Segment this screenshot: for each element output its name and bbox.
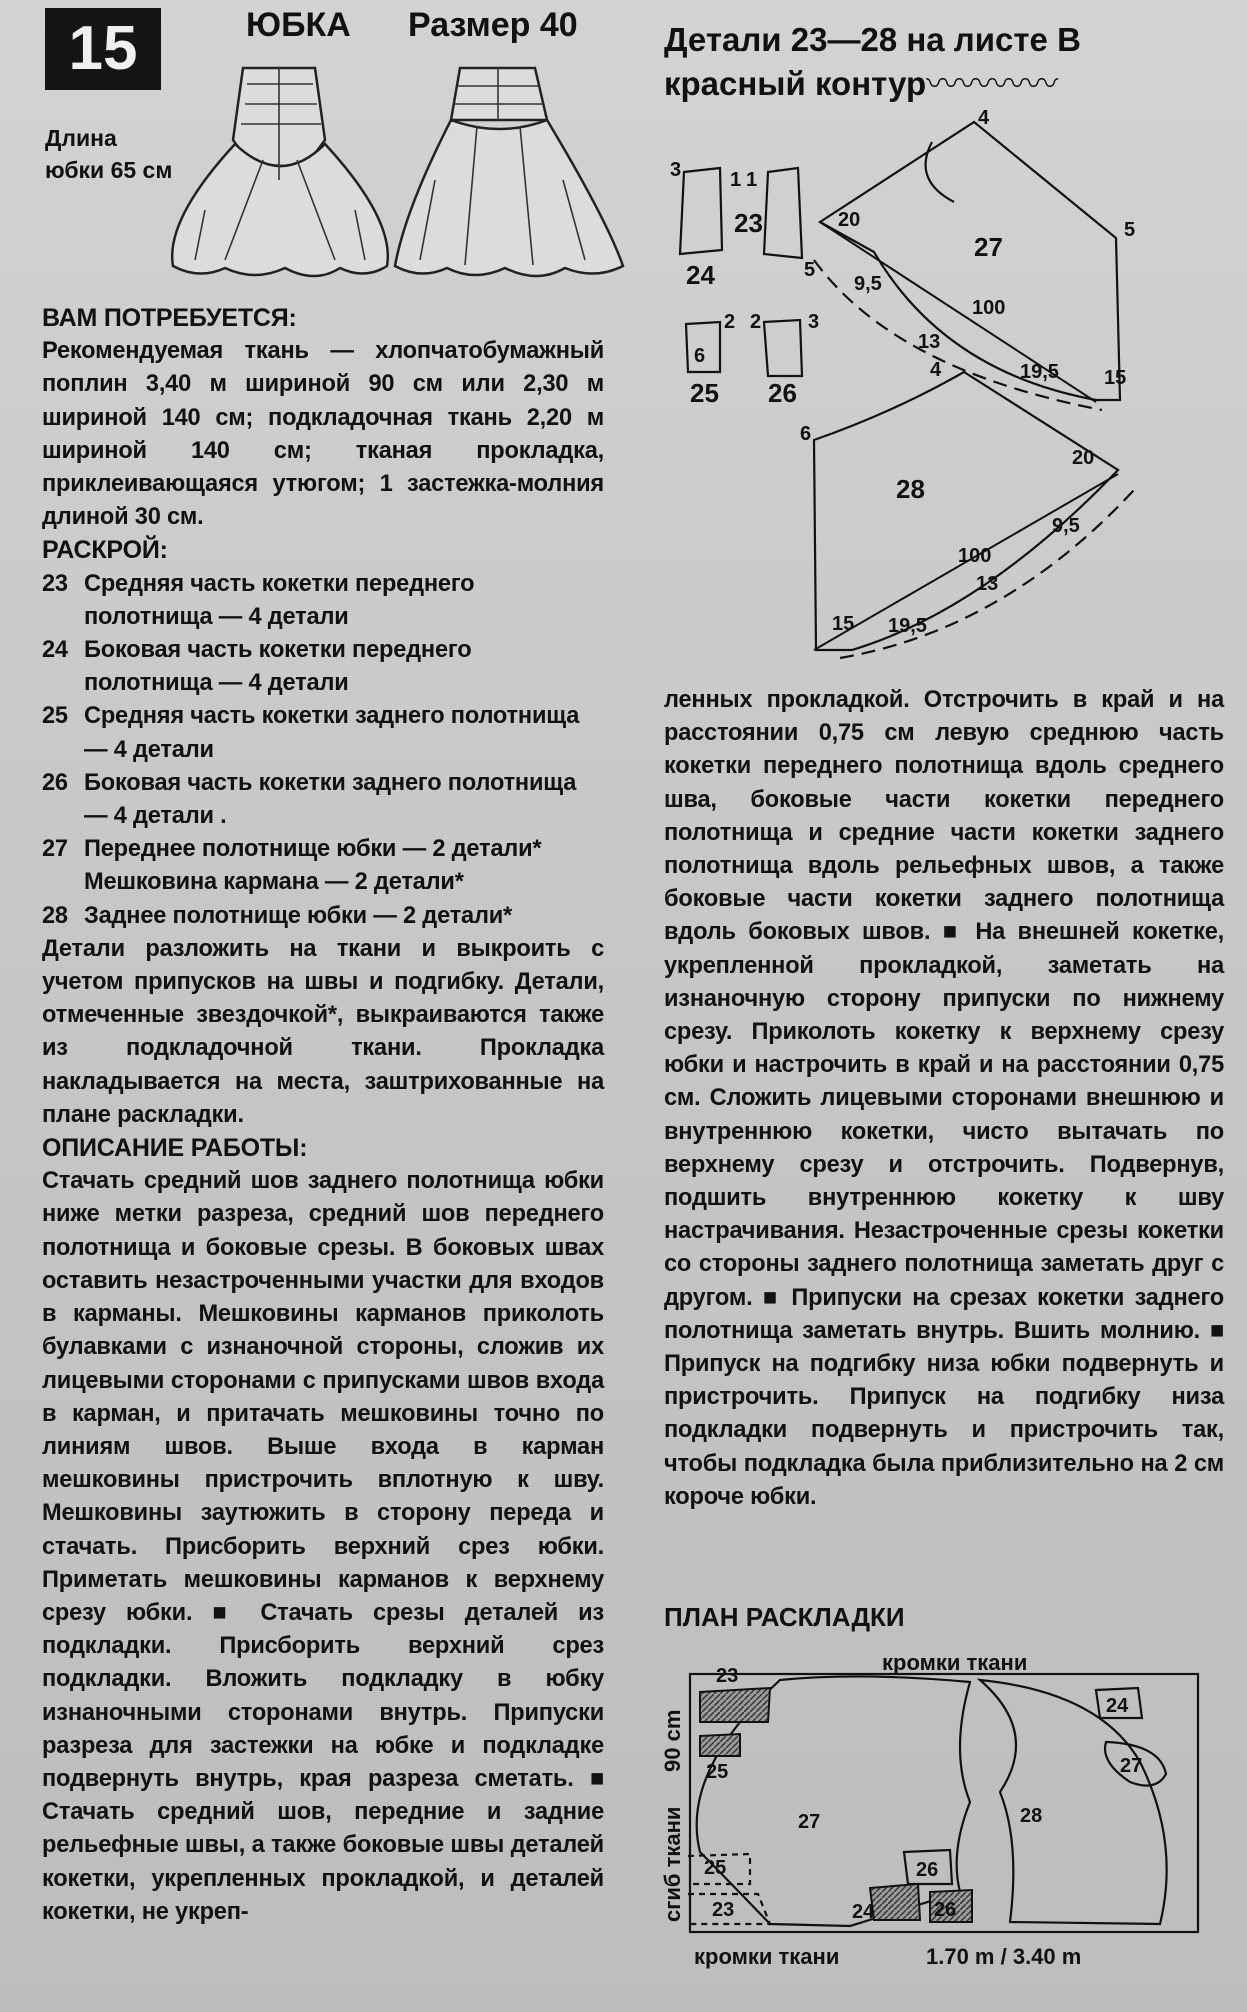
cutting-item: Мешковина кармана — 2 детали*	[84, 869, 464, 896]
svg-text:15: 15	[832, 613, 855, 635]
svg-text:26: 26	[934, 1899, 957, 1921]
size-label: Размер 40	[408, 6, 578, 44]
left-column	[42, 302, 604, 1929]
svg-text:24: 24	[1106, 1695, 1129, 1717]
svg-text:23: 23	[734, 208, 763, 238]
materials-text: Рекомендуемая ткань — хлопчатобумажный поплин 3,40 м шириной 90 см или 2,30 м шириной 140 см; подкладочная ткань 2,20 м шириной 140 см; тканая прокладка, приклеивающаяся утюгом; 1 застежка-молния длиной 30 см.	[42, 338, 604, 531]
svg-text:20: 20	[838, 209, 861, 231]
svg-text:6: 6	[800, 423, 812, 445]
svg-text:9,5: 9,5	[1052, 515, 1080, 537]
plan-piece-24-hatched	[870, 1884, 920, 1920]
svg-text:23: 23	[716, 1665, 739, 1687]
svg-text:26: 26	[916, 1859, 939, 1881]
piece-27	[820, 122, 1120, 400]
fold-label: сгиб ткани	[660, 1806, 685, 1922]
svg-text:25: 25	[704, 1857, 727, 1879]
svg-text:27: 27	[974, 232, 1003, 262]
svg-text:13: 13	[976, 573, 999, 595]
garment-title: ЮБКА	[246, 6, 351, 44]
page-number-badge: 15	[45, 8, 161, 90]
svg-text:19,5: 19,5	[888, 615, 927, 637]
work-heading: ОПИСАНИЕ РАБОТЫ:	[42, 1134, 308, 1163]
selvage-top-label: кромки ткани	[882, 1652, 1028, 1675]
plan-piece-23-hatched	[700, 1688, 770, 1722]
svg-text:19,5: 19,5	[1020, 361, 1059, 383]
piece-26	[764, 320, 802, 376]
pieces-title: Детали 23—28 на листе В красный контур〰〰〰〰	[664, 21, 1081, 102]
svg-text:28: 28	[896, 474, 925, 504]
svg-text:26: 26	[768, 378, 797, 408]
piece-24	[764, 168, 802, 258]
plan-piece-25-hatched	[700, 1734, 740, 1756]
skirt-illustration	[165, 60, 635, 290]
cutting-item: 26 Боковая часть кокетки заднего полотнища — 4 детали .	[42, 769, 577, 830]
svg-text:13: 13	[918, 331, 941, 353]
svg-text:100: 100	[958, 545, 992, 567]
svg-text:6: 6	[694, 345, 706, 367]
svg-text:23: 23	[712, 1899, 735, 1921]
skirt-length: Длина юбки 65 см	[45, 125, 173, 183]
svg-text:3: 3	[808, 311, 820, 333]
svg-text:28: 28	[1020, 1805, 1043, 1827]
svg-text:24: 24	[852, 1901, 875, 1923]
svg-text:24: 24	[686, 260, 715, 290]
right-column	[664, 684, 1224, 1514]
svg-text:9,5: 9,5	[854, 273, 882, 295]
fabric-length-label: 1.70 m / 3.40 m	[926, 1944, 1082, 1969]
svg-text:100: 100	[972, 297, 1006, 319]
cutting-item: 25 Средняя часть кокетки заднего полотнища — 4 детали	[42, 703, 580, 763]
svg-text:20: 20	[1072, 447, 1095, 469]
piece-23	[680, 168, 722, 254]
materials-heading: ВАМ ПОТРЕБУЕТСЯ:	[42, 304, 297, 332]
svg-text:1: 1	[730, 169, 742, 191]
svg-text:2: 2	[724, 311, 736, 333]
svg-text:15: 15	[1104, 367, 1127, 389]
svg-text:1: 1	[746, 169, 758, 191]
svg-text:5: 5	[1124, 219, 1136, 241]
svg-text:25: 25	[706, 1761, 729, 1783]
cutting-item: 28 Заднее полотнище юбки — 2 детали*	[42, 902, 513, 929]
cutting-note: Детали разложить на ткани и выкроить с учетом припусков на швы и подгибку. Детали, отмеченные звездочкой*, выкраиваются также из подкладочной ткани. Прокладка накладывается на места, заштрихованные на плане раскладки.	[42, 935, 604, 1128]
selvage-bottom-label: кромки ткани	[694, 1944, 840, 1969]
work-text-left: Стачать средний шов заднего полотнища юбки ниже метки разреза, средний шов переднего полотнища и боковые срезы. В боковых швах оставить незастроченными участки для входов в карманы. Мешковины карманов приколоть булавками с изнаночной стороны, сложив их лицевыми сторонами с припусками швов входа в карман, и притачать мешковины точно по линиям швов. Выше входа в карман мешковины пристрочить вплотную к шву. Мешковины заутюжить в сторону переда и стачать. Присборить верхний срез юбки. Приметать мешковины карманов к верхнему срезу юбки. ■ Стачать срезы деталей из подкладки. Присборить верхний срез подкладки. Вложить подкладку в юбку изнаночными сторонами внутрь. Припуски разреза для застежки на юбке и подкладке подвернуть внутрь, края разреза сметать. ■ Стачать средний шов, передние и задние рельефные швы, а также боковые швы деталей кокетки, укрепленных прокладкой, и деталей кокетки, не укреп-	[42, 1168, 604, 1925]
svg-text:3: 3	[670, 159, 682, 181]
layout-plan-heading: ПЛАН РАСКЛАДКИ	[664, 1602, 905, 1632]
svg-text:4: 4	[930, 359, 942, 381]
svg-text:27: 27	[1120, 1755, 1143, 1777]
work-text-right: ленных прокладкой. Отстрочить в край и на расстоянии 0,75 см левую среднюю часть кокетки переднего полотнища вдоль среднего шва, боковые части кокетки переднего полотнища и средние части кокетки заднего полотнища вдоль рельефных швов, а также боковые части кокетки заднего полотнища вдоль боковых швов. ■ На внешней кокетке, укрепленной прокладкой, заметать на изнаночную сторону припуски по нижнему срезу. Приколоть кокетку к верхнему срезу юбки и настрочить в край и на расстоянии 0,75 см. Сложить лицевыми сторонами внешнюю и внутреннюю кокетки, чисто вытачать по верхнему срезу и отстрочить. Подвернув, подшить внутреннюю кокетку к шву настрачивания. Незастроченные срезы кокетки со стороны заднего полотнища заметать друг с другом. ■ Припуски на срезах кокетки заднего полотнища заметать внутрь. Вшить молнию. ■ Припуск на подгибку низа юбки подвернуть и пристрочить. Припуск на подгибку низа подкладки подвернуть и пристрочить так, чтобы подкладка была приблизительно на 2 см короче юбки.	[664, 687, 1224, 1510]
pattern-pieces-diagram	[664, 110, 1144, 670]
cutting-heading: РАСКРОЙ:	[42, 536, 168, 565]
fabric-width-label: 90 cm	[660, 1709, 685, 1772]
svg-text:2: 2	[750, 311, 762, 333]
cutting-item: 24 Боковая часть кокетки переднего полотнища — 4 детали	[42, 637, 472, 697]
cutting-item: 23 Средняя часть кокетки переднего полотнища — 4 детали	[42, 570, 475, 630]
svg-text:27: 27	[798, 1811, 821, 1833]
svg-text:4: 4	[978, 110, 990, 129]
layout-plan-diagram	[660, 1652, 1220, 1982]
svg-text:25: 25	[690, 378, 719, 408]
cutting-item: 27 Переднее полотнище юбки — 2 детали*	[42, 836, 542, 863]
piece-28	[814, 372, 1118, 650]
svg-text:5: 5	[804, 259, 816, 281]
